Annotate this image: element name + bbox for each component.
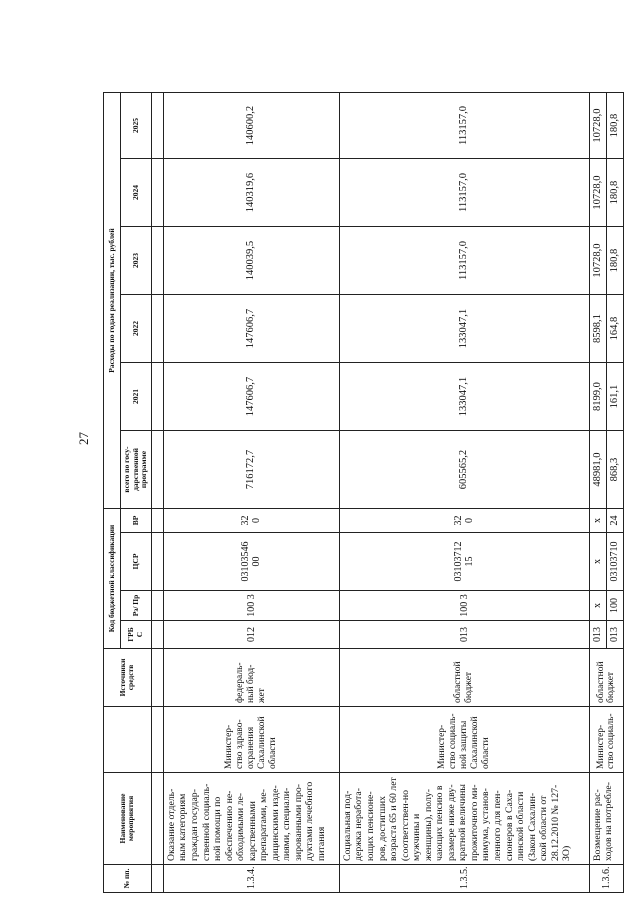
row-name: Социальная под-держка неработа-ющих пенсионе-ров, достигших возраста 65 и 60 лет (соответствен-но мужчины и женщины), полу-чающих пенсию в размере ниже дву-кратной величины прожиточного ми-нимума, установ-ленного для пен-сионеров в Саха-линской области (Закон Сахалин-ской области от 28.12.2010 № 127-ЗО) bbox=[339, 773, 589, 865]
row-2023: 180,8 bbox=[606, 227, 623, 295]
row-total: 716172,7 bbox=[163, 431, 339, 509]
row-2022: 8598,1 bbox=[589, 295, 606, 363]
table-row bbox=[339, 93, 589, 893]
row-2022: 147606,7 bbox=[163, 295, 339, 363]
row-csr: 03103710 bbox=[606, 533, 623, 591]
row-source: областной бюджет bbox=[589, 649, 623, 707]
row-2024: 140319,6 bbox=[163, 159, 339, 227]
table-row bbox=[589, 93, 606, 893]
row-2022: 164,8 bbox=[606, 295, 623, 363]
row-2021: 133047,1 bbox=[339, 363, 589, 431]
row-vr: х bbox=[589, 509, 606, 533]
row-total: 605565,2 bbox=[339, 431, 589, 509]
table-row bbox=[163, 93, 339, 893]
header-row-1 bbox=[104, 93, 121, 893]
row-vr: 24 bbox=[606, 509, 623, 533]
row-2025: 180,8 bbox=[606, 93, 623, 159]
row-rzpr: 100 3 bbox=[163, 591, 339, 621]
row-2025: 10728,0 bbox=[589, 93, 606, 159]
row-csr: х bbox=[589, 533, 606, 591]
header-budget-code: Код бюджетной классификации bbox=[104, 509, 121, 649]
row-2023: 140039,5 bbox=[163, 227, 339, 295]
header-no: № пп. bbox=[104, 865, 152, 893]
row-2022: 133047,1 bbox=[339, 295, 589, 363]
row-2025: 113157,0 bbox=[339, 93, 589, 159]
header-name: Наименование мероприятия bbox=[104, 773, 152, 865]
header-source: Источники средств bbox=[104, 649, 152, 707]
row-vr: 32 0 bbox=[163, 509, 339, 533]
row-source: областной бюджет bbox=[339, 649, 589, 707]
row-source: федераль-ный бюд-жет bbox=[163, 649, 339, 707]
row-grbs: 013 bbox=[589, 621, 606, 649]
row-rzpr: 100 3 bbox=[339, 591, 589, 621]
row-number: 1.3.4. bbox=[163, 865, 339, 893]
header-year-2025: 2025 bbox=[121, 93, 152, 159]
header-executor bbox=[104, 707, 152, 773]
row-executor: Министер-ство социаль-ной защиты Сахалинской области bbox=[339, 707, 589, 773]
row-number: 1.3.5. bbox=[339, 865, 589, 893]
row-grbs: 013 bbox=[606, 621, 623, 649]
row-rzpr: х bbox=[589, 591, 606, 621]
header-vr: ВР bbox=[121, 509, 152, 533]
header-csr: ЦСР bbox=[121, 533, 152, 591]
row-executor: Министер-ство здраво-охранения Сахалинской области bbox=[163, 707, 339, 773]
row-2021: 8199,0 bbox=[589, 363, 606, 431]
row-csr: 03103546 00 bbox=[163, 533, 339, 591]
row-2024: 113157,0 bbox=[339, 159, 589, 227]
row-2023: 10728,0 bbox=[589, 227, 606, 295]
header-year-2021: 2021 bbox=[121, 363, 152, 431]
row-total: 48981,0 bbox=[589, 431, 606, 509]
budget-table bbox=[103, 92, 624, 893]
spacer-row bbox=[151, 93, 163, 893]
header-grbs: ГРБ С bbox=[121, 621, 152, 649]
header-total: всего по госу-дарственной программе bbox=[121, 431, 152, 509]
row-total: 868,3 bbox=[606, 431, 623, 509]
row-name: Оказание отдель-ным категориям граждан государ-ственной социаль-ной помощи по обеспечению не-обходимыми ле-карственными препаратами, ме-дицинскими изде-лиями, специали-зированными про-дуктами лечебного питания bbox=[163, 773, 339, 865]
row-rzpr: 100 bbox=[606, 591, 623, 621]
header-year-2022: 2022 bbox=[121, 295, 152, 363]
row-2024: 10728,0 bbox=[589, 159, 606, 227]
row-grbs: 012 bbox=[163, 621, 339, 649]
row-number: 1.3.6. bbox=[589, 865, 623, 893]
row-2021: 147606,7 bbox=[163, 363, 339, 431]
row-name: Возмещение рас-ходов на потребле- bbox=[589, 773, 623, 865]
page-number: 27 bbox=[76, 432, 91, 445]
header-year-2023: 2023 bbox=[121, 227, 152, 295]
row-csr: 03103712 15 bbox=[339, 533, 589, 591]
row-2023: 113157,0 bbox=[339, 227, 589, 295]
row-2021: 161,1 bbox=[606, 363, 623, 431]
header-rzpr: Рз/ Пр bbox=[121, 591, 152, 621]
rotated-page bbox=[103, 93, 640, 893]
row-2025: 140600,2 bbox=[163, 93, 339, 159]
row-grbs: 013 bbox=[339, 621, 589, 649]
header-expenses: Расходы по годам реализации, тыс. рублей bbox=[104, 93, 121, 509]
row-executor: Министер-ство социаль- bbox=[589, 707, 623, 773]
header-year-2024: 2024 bbox=[121, 159, 152, 227]
row-2024: 180,8 bbox=[606, 159, 623, 227]
row-vr: 32 0 bbox=[339, 509, 589, 533]
